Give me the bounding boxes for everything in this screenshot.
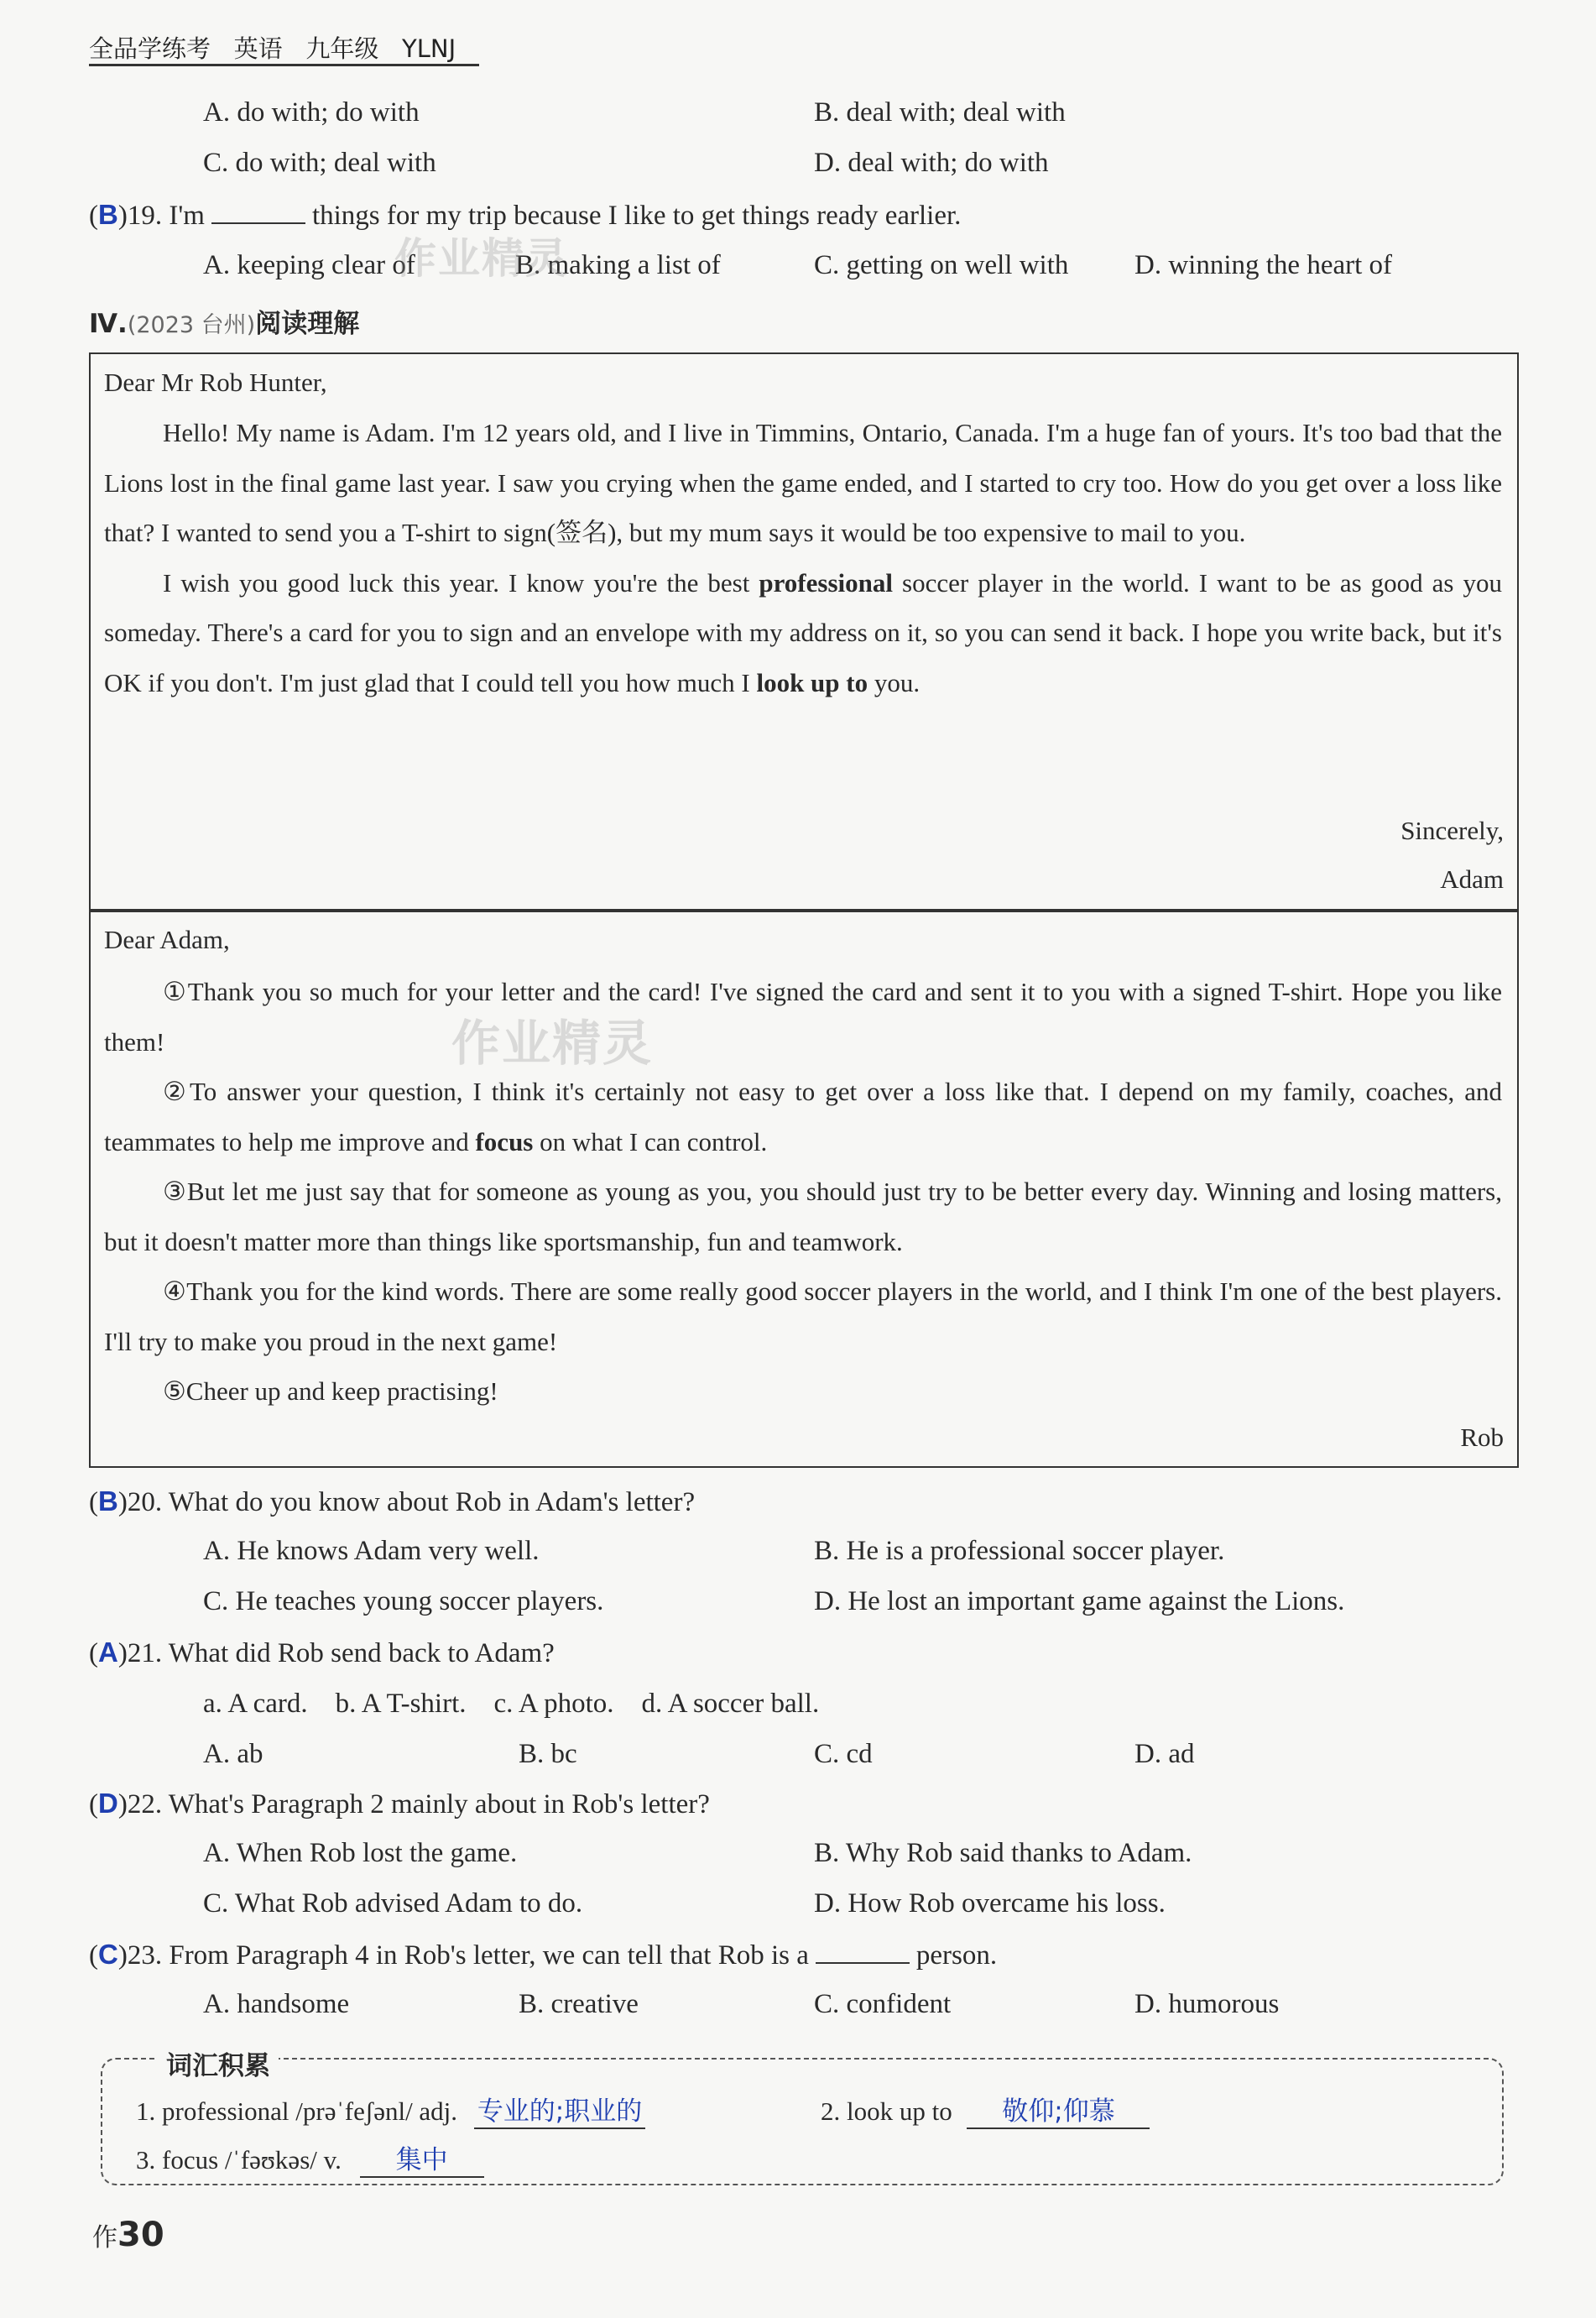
q23-option-b: B. creative (519, 1989, 639, 2019)
q19-option-c: C. getting on well with (814, 250, 1069, 280)
q20-answer: B (98, 1485, 118, 1517)
letter2-paragraph-4: ④Thank you for the kind words. There are some really good soccer players in the world, and I think I'm one of the best players. I'll try to make you proud in the next game! (104, 1276, 1502, 1356)
letter1-paragraph-1: Hello! My name is Adam. I'm 12 years old, and I live in Timmins, Ontario, Canada. I'm a huge fan of yours. It's too bad that the Lions lost in the final game last year. I saw you crying when the game ended, and I started to cry too. How do you get over a loss like that? I wanted to send you a T-shirt to sign(签名), but my mum says it would be too expensive to mail to you. (104, 418, 1502, 547)
letter1-signature: Adam (1440, 864, 1504, 894)
q19-stem: (B)19. I'm things for my trip because I like to get things ready earlier. (89, 199, 962, 231)
q18-option-a: A. do with; do with (203, 97, 420, 128)
q20-option-a: A. He knows Adam very well. (203, 1536, 540, 1566)
q21-option-b: B. bc (519, 1739, 577, 1769)
watermark-top: 作业精灵 (394, 234, 569, 283)
letter1-closing: Sincerely, (1400, 816, 1504, 845)
book-title: 全品学练考 (89, 34, 211, 63)
q22-option-b: B. Why Rob said thanks to Adam. (814, 1838, 1192, 1868)
page-value: 30 (117, 2216, 164, 2254)
q22-option-d: D. How Rob overcame his loss. (814, 1888, 1166, 1919)
letter2-greeting: Dear Adam, (104, 925, 230, 954)
q18-option-b: B. deal with; deal with (814, 97, 1066, 128)
q23-option-a: A. handsome (203, 1989, 350, 2019)
q18-option-d: D. deal with; do with (814, 148, 1049, 178)
q21-answer: A (98, 1637, 118, 1668)
q23-blank (816, 1939, 910, 1964)
letter1-p2-part-b: soccer player in the world. I want to be as good as you someday. There's a card for you to sign and an envelope with my address on it, so you can send it back. I hope you write back, but it's OK if you don't. I'm just glad that I could tell you how much I (104, 567, 1503, 697)
section-title: 阅读理解 (255, 309, 360, 339)
q21-option-a: A. ab (203, 1739, 263, 1769)
q20-num: 20. (127, 1487, 163, 1517)
vocab-item-2 (821, 2090, 1150, 2129)
q19-before: I'm (169, 201, 205, 231)
q21-stem: (A)21. What did Rob send back to Adam? (89, 1637, 555, 1668)
q20-option-c: C. He teaches young soccer players. (203, 1586, 604, 1616)
letter1-greeting: Dear Mr Rob Hunter, (104, 368, 327, 397)
keyword-focus: focus (475, 1126, 534, 1156)
letter2-p2-part-a: ②To answer your question, I think it's certainly not easy to get over a loss like that. I depend on my family, coaches, and teammates to help me improve and (104, 1077, 1502, 1156)
vocab-item-1-term: 1. professional /prəˈfeʃənl/ adj. (136, 2096, 458, 2126)
letter2-paragraph-5: ⑤Cheer up and keep practising! (163, 1376, 498, 1406)
edition: YLNJ (402, 34, 456, 63)
section-numeral: Ⅳ. (89, 309, 128, 339)
q23-answer: C (98, 1939, 118, 1970)
q23-stem: (C)23. From Paragraph 4 in Rob's letter, we can tell that Rob is a person. (89, 1939, 998, 1971)
keyword-professional: professional (759, 567, 893, 598)
vocab-item-3-answer: 集中 (360, 2138, 484, 2178)
subject: 英语 (233, 34, 283, 63)
q20-stem: (B)20. What do you know about Rob in Adam's letter? (89, 1485, 696, 1517)
q23-before: From Paragraph 4 in Rob's letter, we can tell that Rob is a (169, 1940, 809, 1971)
letter2-signature: Rob (1460, 1423, 1504, 1452)
q19-num: 19. (127, 201, 163, 231)
grade: 九年级 (305, 34, 379, 63)
q19-blank (211, 199, 305, 224)
watermark-middle: 作业精灵 (451, 1015, 654, 1072)
letter2-body (104, 967, 1502, 1417)
vocab-item-2-answer: 敬仰;仰慕 (967, 2090, 1150, 2129)
section-heading (89, 302, 359, 340)
page-number (92, 2216, 164, 2254)
q22-num: 22. (127, 1789, 163, 1819)
q19-after: things for my trip because I like to get things ready earlier. (311, 201, 962, 231)
q23-option-c: C. confident (814, 1989, 952, 2019)
q20-text: What do you know about Rob in Adam's letter? (168, 1487, 696, 1517)
q20-option-d: D. He lost an important game against the Lions. (814, 1586, 1345, 1616)
letter2-paragraph-1: ①Thank you so much for your letter and the card! I've signed the card and sent it to you with a signed T-shirt. Hope you like them! (104, 977, 1502, 1057)
vocab-title: 词汇积累 (158, 2044, 279, 2082)
q22-option-c: C. What Rob advised Adam to do. (203, 1888, 583, 1919)
q23-num: 23. (127, 1940, 163, 1971)
vocab-item-3 (136, 2138, 484, 2178)
letter1-p2-part-c: you. (874, 667, 921, 697)
q22-option-a: A. When Rob lost the game. (203, 1838, 518, 1868)
keyword-look-up-to: look up to (756, 667, 868, 697)
letter1-paragraph-2 (104, 558, 1502, 708)
q18-option-c: C. do with; deal with (203, 148, 436, 178)
q19-option-d: D. winning the heart of (1134, 250, 1393, 280)
header-rule (89, 64, 479, 66)
q19-option-a: A. keeping clear of (203, 250, 415, 280)
q21-option-d: D. ad (1134, 1739, 1195, 1769)
vocab-item-2-term: 2. look up to (821, 2096, 952, 2126)
q23-after: person. (915, 1940, 998, 1971)
section-source: (2023 台州) (127, 312, 256, 338)
vocab-item-1 (136, 2090, 645, 2129)
q20-option-b: B. He is a professional soccer player. (814, 1536, 1225, 1566)
letter2-p2-part-b: on what I can control. (540, 1126, 768, 1156)
letter2-paragraph-2 (104, 1067, 1502, 1167)
letter1-p2-part-a: I wish you good luck this year. I know you're the best (163, 567, 750, 598)
q21-num: 21. (127, 1638, 163, 1668)
q21-option-c: C. cd (814, 1739, 873, 1769)
page-prefix: 作 (92, 2223, 117, 2253)
q22-answer: D (98, 1788, 118, 1819)
q19-answer: B (98, 199, 118, 230)
letter2-paragraph-3: ③But let me just say that for someone as young as you, you should just try to be better every day. Winning and losing matters, but it doesn't matter more than things like sportsmanship, fun and teamwork. (104, 1177, 1502, 1256)
q21-text: What did Rob send back to Adam? (168, 1638, 555, 1668)
q22-text: What's Paragraph 2 mainly about in Rob's letter? (168, 1789, 710, 1819)
q23-option-d: D. humorous (1134, 1989, 1280, 2019)
letter1-body (104, 408, 1502, 707)
q19-option-b: B. making a list of (515, 250, 721, 280)
q22-stem: (D)22. What's Paragraph 2 mainly about in Rob's letter? (89, 1788, 710, 1819)
vocab-item-1-answer: 专业的;职业的 (474, 2090, 645, 2129)
vocab-item-3-term: 3. focus /ˈfəʊkəs/ v. (136, 2145, 342, 2174)
page-header (89, 30, 456, 65)
q21-items: a. A card. b. A T-shirt. c. A photo. d. A soccer ball. (203, 1689, 820, 1719)
